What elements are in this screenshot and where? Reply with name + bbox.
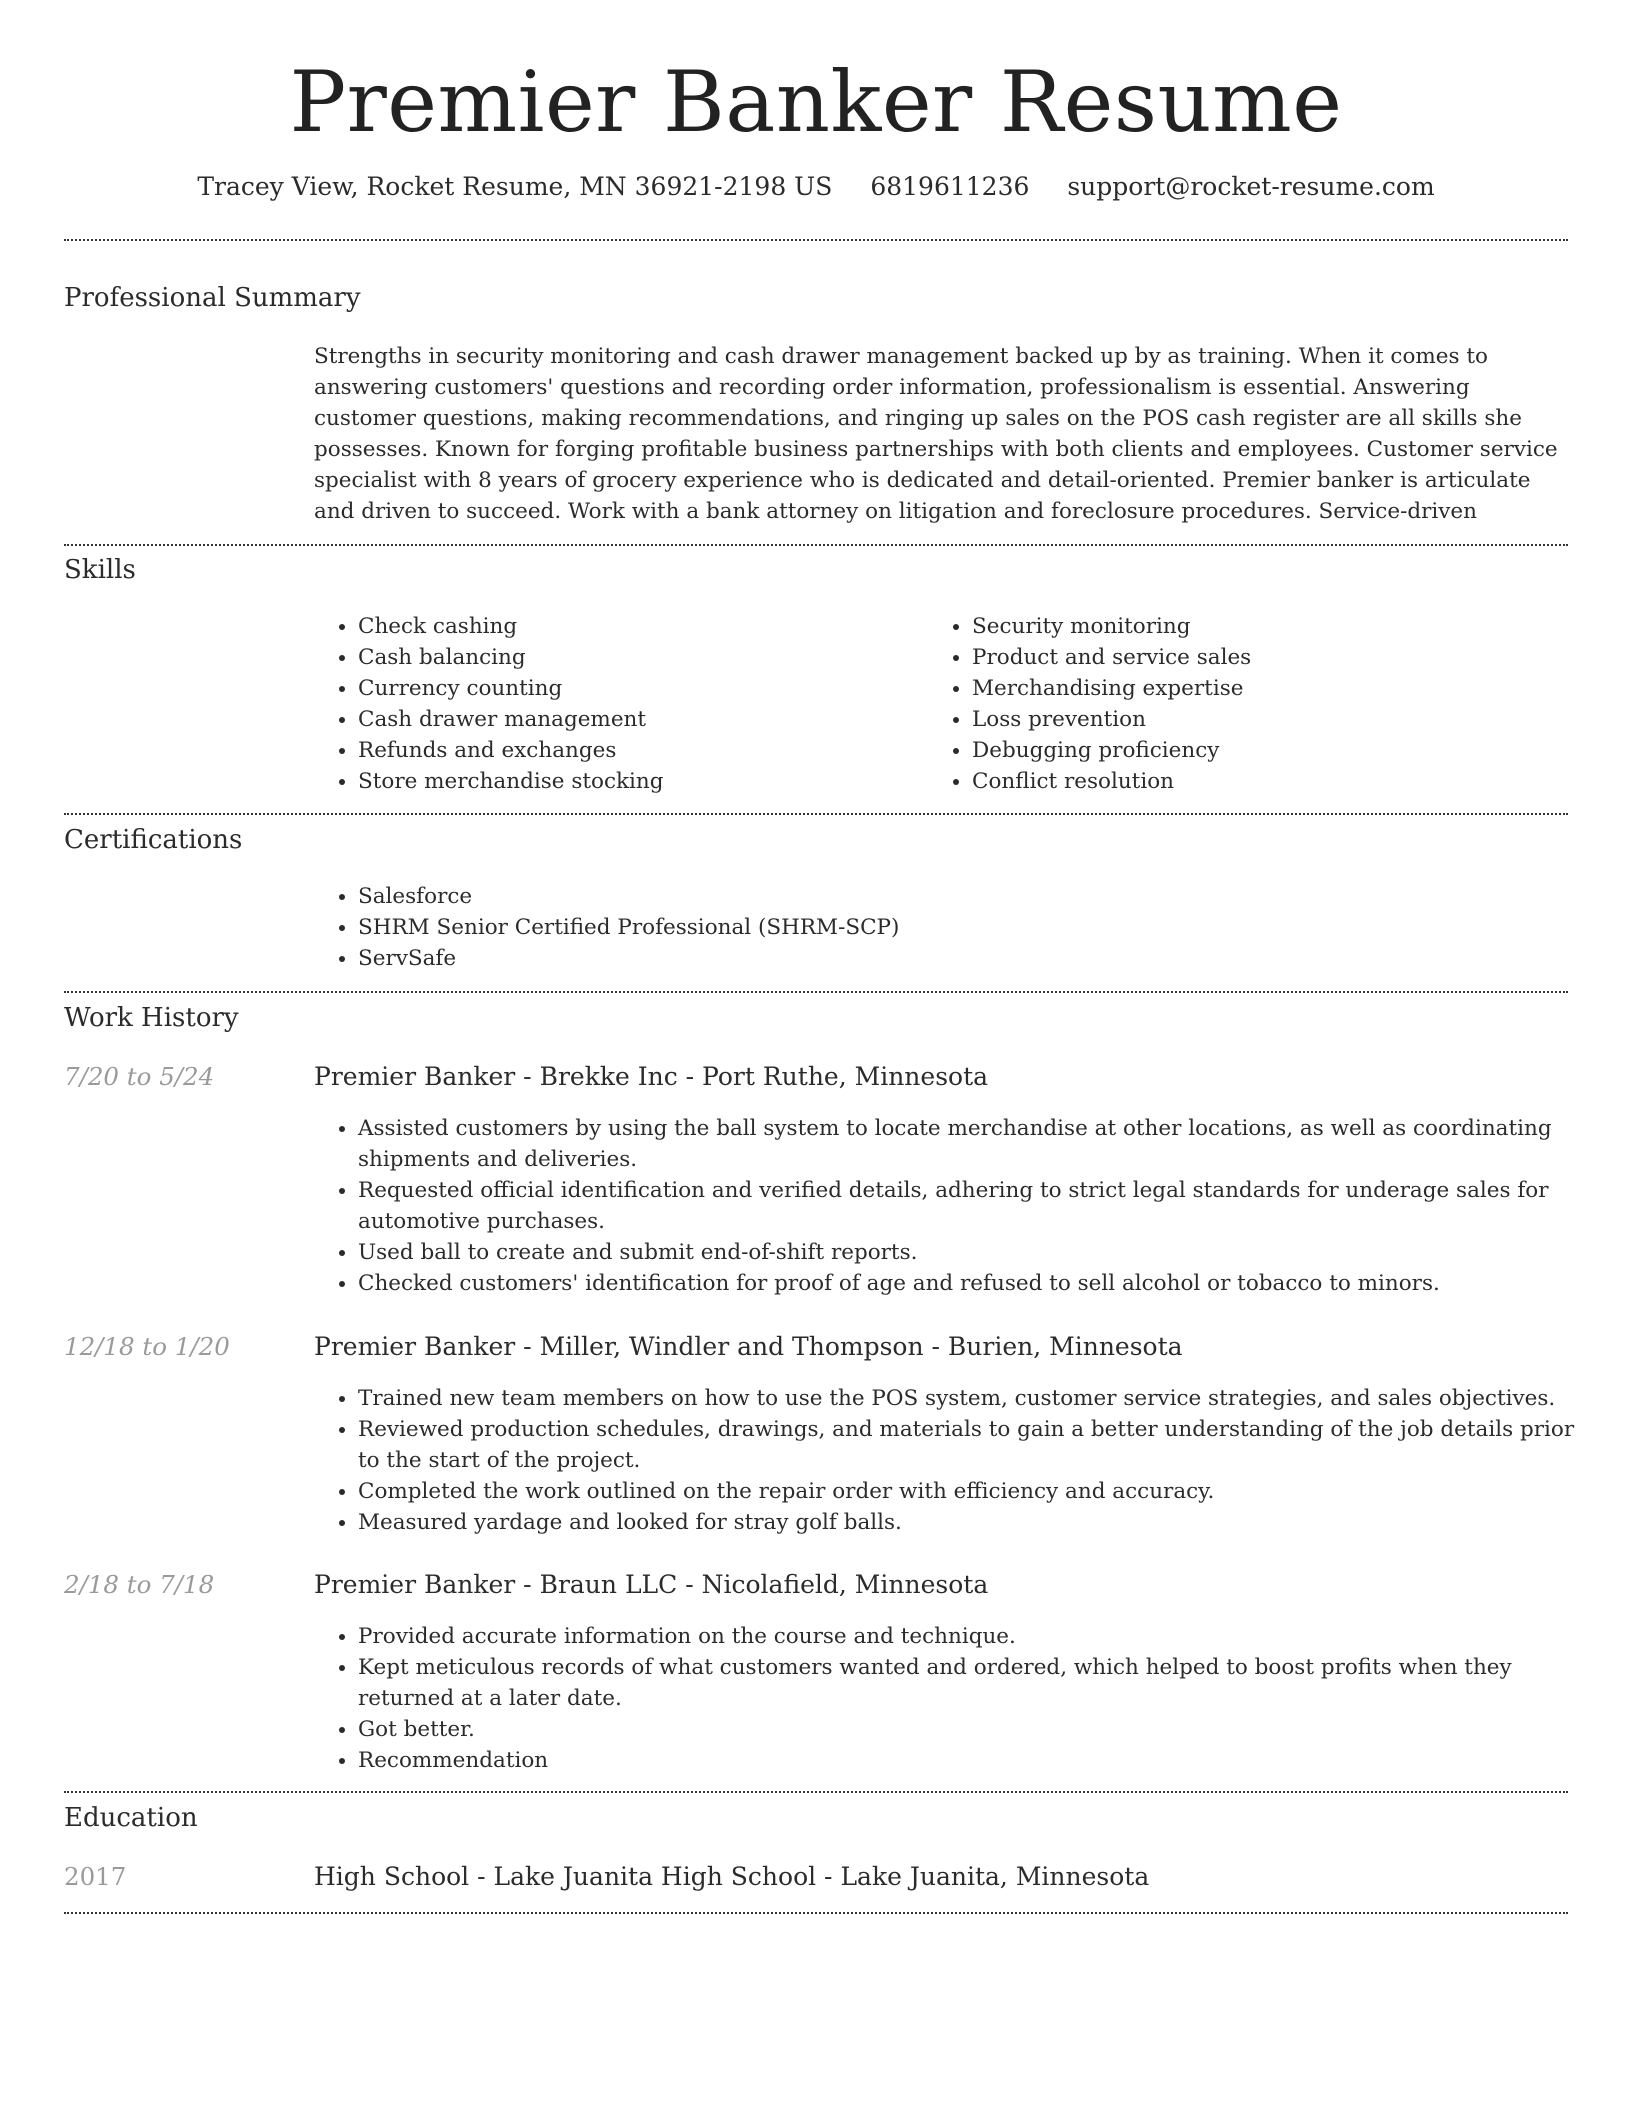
section-divider <box>64 544 1568 546</box>
job-dates: 2/18 to 7/18 <box>64 1570 215 1599</box>
skill-item: • Check cashing <box>358 611 918 642</box>
job-dates: 7/20 to 5/24 <box>64 1062 215 1091</box>
certification-item: • SHRM Senior Certified Professional (SHRM-SCP) <box>358 912 1458 943</box>
job-bullet: • Measured yardage and looked for stray golf balls. <box>358 1507 1588 1538</box>
resume-title: Premier Banker Resume <box>289 53 1343 151</box>
education-title: High School - Lake Juanita High School - Lake Juanita, Minnesota <box>314 1862 1150 1891</box>
section-divider <box>64 1791 1568 1793</box>
summary-text: Strengths in security monitoring and cash drawer management backed up by as training. When it comes to answering customers' questions and recording order information, professionalism is essential. Answering customer questions, making recommendations, and ringing up sales on the POS cash register are all skills she possesses. Known for forging profitable business partnerships with both clients and employees. Customer service specialist with 8 years of grocery experience who is dedicated and detail-oriented. Premier banker is articulate and driven to succeed. Work with a bank attorney on litigation and foreclosure procedures. Service-driven <box>314 344 1558 524</box>
job-dates: 12/18 to 1/20 <box>64 1332 230 1361</box>
education-heading: Education <box>64 1803 198 1833</box>
job-title: Premier Banker - Braun LLC - Nicolafield, Minnesota <box>314 1570 989 1599</box>
header-divider <box>64 239 1568 241</box>
work-history-heading: Work History <box>64 1003 239 1033</box>
job-bullet: • Trained new team members on how to use the POS system, customer service strategies, and sales objectives. <box>358 1383 1588 1414</box>
skill-item: • Product and service sales <box>972 642 1572 673</box>
skills-list-left <box>314 611 918 797</box>
job-bullet: • Completed the work outlined on the repair order with efficiency and accuracy. <box>358 1476 1588 1507</box>
job-bullet: • Assisted customers by using the ball system to locate merchandise at other locations, as well as coordinating shipments and deliveries. <box>358 1113 1588 1175</box>
job-bullet: • Used ball to create and submit end-of-shift reports. <box>358 1237 1588 1268</box>
job-bullets <box>314 1621 1588 1776</box>
certification-item: • Salesforce <box>358 881 1458 912</box>
section-divider <box>64 813 1568 815</box>
job-bullets <box>314 1383 1588 1538</box>
contact-email: support@rocket-resume.com <box>1067 172 1435 201</box>
job-bullet: • Kept meticulous records of what customers wanted and ordered, which helped to boost profits when they returned at a later date. <box>358 1652 1588 1714</box>
section-divider <box>64 1912 1568 1914</box>
skill-item: • Debugging proficiency <box>972 735 1572 766</box>
skill-item: • Store merchandise stocking <box>358 766 918 797</box>
section-divider <box>64 991 1568 993</box>
skill-item: • Security monitoring <box>972 611 1572 642</box>
contact-address: Tracey View, Rocket Resume, MN 36921-2198 US <box>197 172 833 201</box>
skill-item: • Cash balancing <box>358 642 918 673</box>
job-bullet: • Got better. <box>358 1714 1588 1745</box>
skills-heading: Skills <box>64 555 136 585</box>
summary-heading: Professional Summary <box>64 283 361 313</box>
job-title: Premier Banker - Miller, Windler and Thompson - Burien, Minnesota <box>314 1332 1183 1361</box>
job-bullet: • Recommendation <box>358 1745 1588 1776</box>
job-bullet: • Provided accurate information on the course and technique. <box>358 1621 1588 1652</box>
skill-item: • Refunds and exchanges <box>358 735 918 766</box>
job-bullet: • Checked customers' identification for proof of age and refused to sell alcohol or tobacco to minors. <box>358 1268 1588 1299</box>
certification-item: • ServSafe <box>358 943 1458 974</box>
contact-line <box>0 170 1632 204</box>
job-bullets <box>314 1113 1588 1299</box>
skill-item: • Merchandising expertise <box>972 673 1572 704</box>
contact-phone: 6819611236 <box>870 172 1030 201</box>
skill-item: • Loss prevention <box>972 704 1572 735</box>
skill-item: • Conflict resolution <box>972 766 1572 797</box>
skill-item: • Cash drawer management <box>358 704 918 735</box>
skills-list-right <box>928 611 1572 797</box>
education-year: 2017 <box>64 1862 127 1891</box>
job-bullet: • Reviewed production schedules, drawings, and materials to gain a better understanding of the job details prior to the start of the project. <box>358 1414 1588 1476</box>
skill-item: • Currency counting <box>358 673 918 704</box>
certifications-heading: Certifications <box>64 825 243 855</box>
job-bullet: • Requested official identification and verified details, adhering to strict legal standards for underage sales for automotive purchases. <box>358 1175 1588 1237</box>
certifications-list <box>314 881 1458 974</box>
job-title: Premier Banker - Brekke Inc - Port Ruthe, Minnesota <box>314 1062 989 1091</box>
